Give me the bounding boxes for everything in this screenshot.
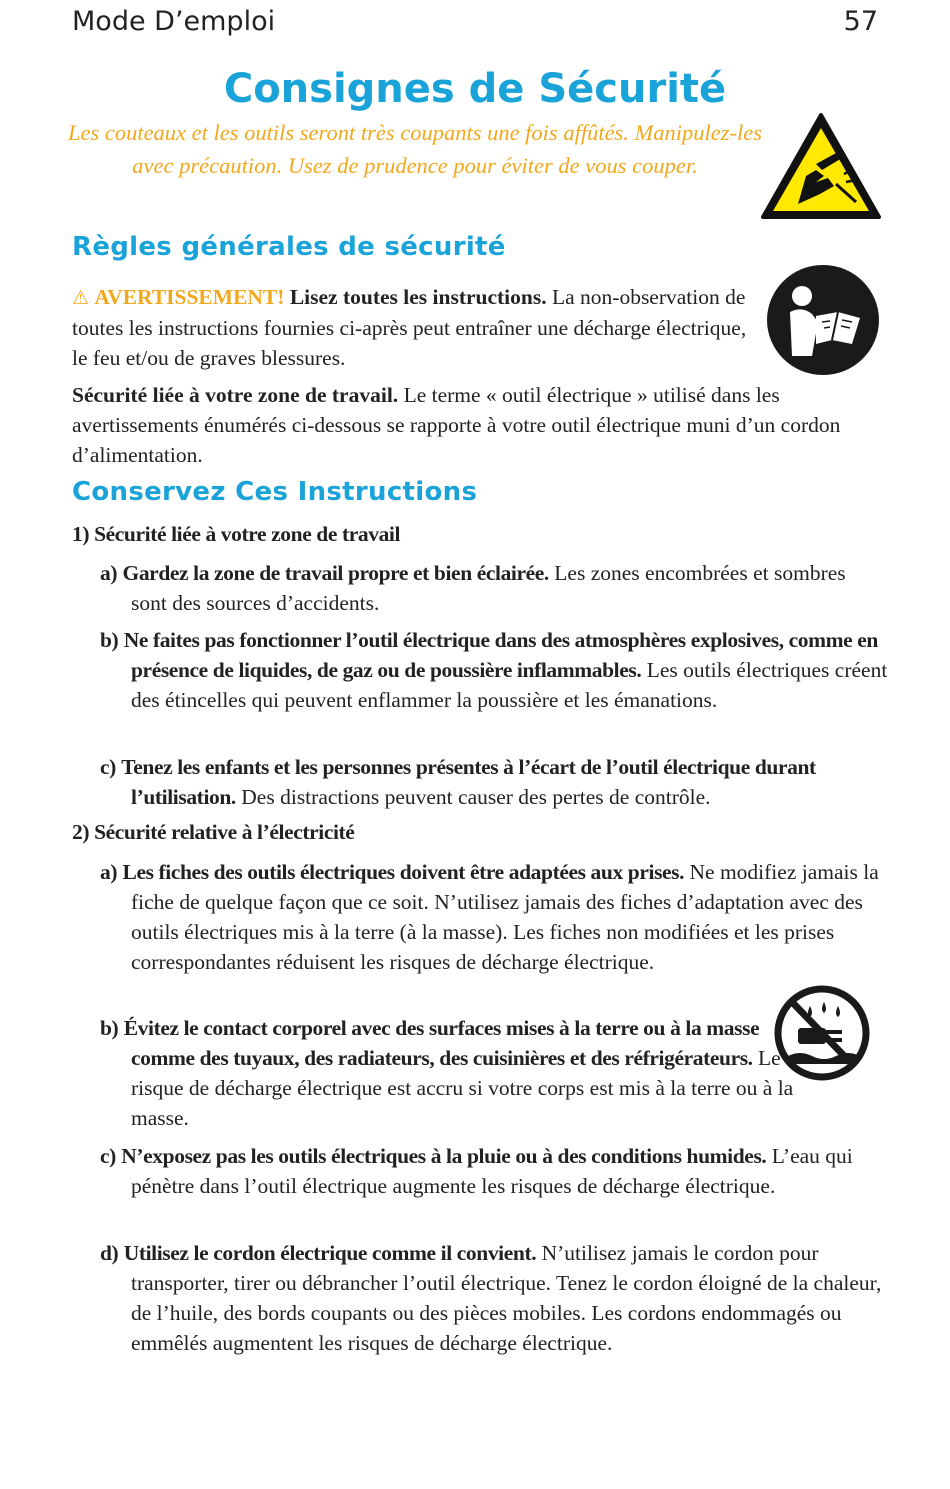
item-text: Des distractions peuvent causer des pertes de contrôle. — [241, 785, 711, 809]
item-lead: Gardez la zone de travail propre et bien éclairée. — [122, 561, 549, 585]
work-area-lead: Sécurité liée à votre zone de travail. — [72, 383, 399, 407]
keep-instructions-heading: Conservez Ces Instructions — [72, 477, 478, 507]
cut-hazard-icon — [760, 112, 882, 220]
item-text: N’utilisez jamais le cordon pour transporter, tirer ou débrancher l’outil électrique. Tenez le cordon éloigné de la chaleur, de l’huile, des bords coupants ou des pièces mobiles. Les cordons endommagés ou emmêlés augmentent les risques de décharge électrique. — [131, 1241, 882, 1355]
section-title: 2) Sécurité relative à l’électricité — [72, 820, 355, 844]
list-item — [100, 857, 909, 977]
item-lead: Évitez le contact corporel avec des surfaces mises à la terre ou à la masse comme des tuyaux, des radiateurs, des cuisinières et des réfrigérateurs. — [123, 1016, 760, 1070]
section-title: 1) Sécurité liée à votre zone de travail — [72, 522, 401, 546]
page-number: 57 — [843, 6, 878, 37]
read-manual-icon — [766, 264, 880, 376]
item-lead: Utilisez le cordon électrique comme il convient. — [123, 1241, 537, 1265]
item-lead: Ne faites pas fonctionner l’outil électrique dans des atmosphères explosives, comme en présence de liquides, de gaz ou de poussière inflammables. — [123, 628, 878, 682]
item-text: Le risque de décharge électrique est accru si votre corps est mis à la terre ou à la masse. — [131, 1046, 794, 1130]
list-item — [100, 752, 901, 812]
item-text: Les outils électriques créent des étincelles qui peuvent enflammer la poussière et les émanations. — [131, 658, 888, 712]
warning-label: AVERTISSEMENT! — [94, 285, 285, 309]
list-item — [100, 558, 871, 618]
list-item — [100, 1141, 891, 1201]
work-area-text: Le terme « outil électrique » utilisé dans les avertissements énumérés ci-dessous se rapporte à votre outil électrique muni d’un cordon d’alimentation. — [72, 383, 841, 467]
item-marker: a) — [100, 860, 118, 884]
warning-paragraph — [72, 282, 764, 373]
list-item — [100, 1238, 891, 1358]
item-lead: Tenez les enfants et les personnes présentes à l’écart de l’outil électrique durant l’utilisation. — [121, 755, 816, 809]
warning-text: La non-observation de toutes les instructions fournies ci-après peut entraîner une décharge électrique, le feu et/ou de graves blessures. — [72, 285, 747, 370]
item-marker: a) — [100, 561, 118, 585]
item-marker: c) — [100, 755, 116, 779]
item-text: Ne modifiez jamais la fiche de quelque façon que ce soit. N’utilisez jamais des fiches d’adaptation avec des outils électriques mis à la terre (à la masse). Les fiches non modifiées et les prises correspondantes réduisent les risques de décharge électrique. — [131, 860, 879, 974]
general-rules-heading: Règles générales de sécurité — [72, 232, 506, 262]
warning-icon: ⚠ — [72, 287, 90, 309]
item-marker: c) — [100, 1144, 116, 1168]
page-title: Consignes de Sécurité — [223, 66, 727, 112]
list-item — [100, 1013, 811, 1133]
page-header-title: Mode D’emploi — [72, 6, 276, 37]
item-text: L’eau qui pénètre dans l’outil électrique augmente les risques de décharge électrique. — [131, 1144, 853, 1198]
item-marker: b) — [100, 1016, 119, 1040]
item-lead: Les fiches des outils électriques doivent être adaptées aux prises. — [122, 860, 685, 884]
work-area-paragraph — [72, 380, 872, 470]
list-item — [100, 625, 909, 715]
warning-lead: Lisez toutes les instructions. — [289, 285, 547, 309]
item-marker: b) — [100, 628, 119, 652]
item-lead: N’exposez pas les outils électriques à la pluie ou à des conditions humides. — [121, 1144, 767, 1168]
item-text: Les zones encombrées et sombres sont des sources d’accidents. — [131, 561, 846, 615]
item-marker: d) — [100, 1241, 119, 1265]
intro-caution: Les couteaux et les outils seront très coupants une fois affûtés. Manipulez-les avec précaution. Usez de prudence pour éviter de vous couper. — [67, 120, 763, 178]
